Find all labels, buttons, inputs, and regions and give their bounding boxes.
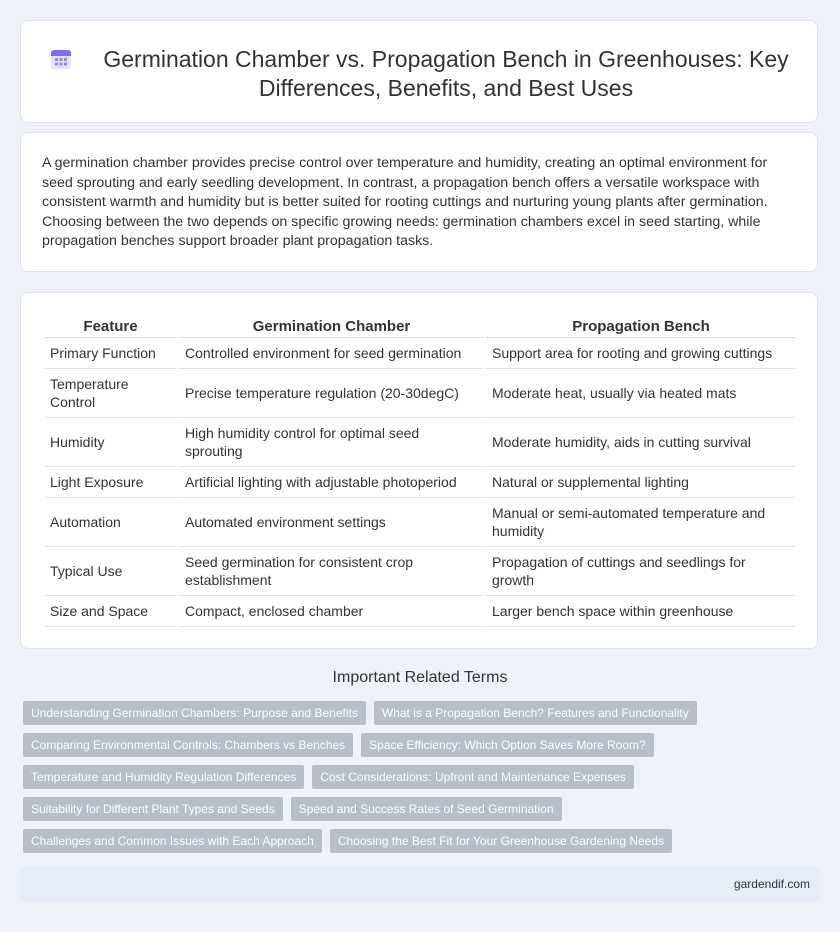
footer [20, 867, 820, 902]
table-cell-propagation-bench: Moderate humidity, aids in cutting survival [486, 418, 796, 467]
title-card [20, 20, 818, 123]
table-row [44, 369, 796, 418]
footer-site-link[interactable]: gardendif.com [733, 877, 810, 891]
related-terms-list [23, 701, 803, 861]
tag-row [23, 797, 803, 821]
comparison-card [20, 292, 818, 649]
related-term-tag[interactable]: Comparing Environmental Controls: Chambers vs Benches [23, 733, 353, 757]
table-cell-germination-chamber: High humidity control for optimal seed sprouting [179, 418, 484, 467]
table-cell-propagation-bench: Moderate heat, usually via heated mats [486, 369, 796, 418]
related-term-tag[interactable]: Temperature and Humidity Regulation Differences [23, 765, 304, 789]
related-term-tag[interactable]: Speed and Success Rates of Seed Germination [291, 797, 562, 821]
table-cell-feature: Automation [44, 498, 177, 547]
table-header-row [44, 315, 796, 338]
intro-paragraph: A germination chamber provides precise control over temperature and humidity, creating an optimal environment for seed sprouting and early seedling development. In contrast, a propagation bench offers a versatile workspace with consistent warmth and humidity but is better suited for rooting cuttings and nurturing young plants after germination. Choosing between the two depends on specific growing needs: germination chambers excel in seed starting, while propagation benches support broader plant propagation tasks. [42, 155, 768, 250]
tag-row [23, 701, 803, 725]
table-cell-feature: Temperature Control [44, 369, 177, 418]
table-header-propagation-bench: Propagation Bench [486, 315, 796, 338]
related-term-tag[interactable]: Understanding Germination Chambers: Purpose and Benefits [23, 701, 366, 725]
table-cell-germination-chamber: Controlled environment for seed germination [179, 338, 484, 369]
table-cell-germination-chamber: Precise temperature regulation (20-30degC) [179, 369, 484, 418]
page-title: Germination Chamber vs. Propagation Bench in Greenhouses: Key Differences, Benefits, and Best Uses [103, 46, 789, 101]
table-row [44, 596, 796, 627]
table-row [44, 467, 796, 498]
table-header-germination-chamber: Germination Chamber [179, 315, 484, 338]
table-cell-feature: Light Exposure [44, 467, 177, 498]
table-row [44, 498, 796, 547]
related-term-tag[interactable]: What is a Propagation Bench? Features and Functionality [374, 701, 697, 725]
related-terms-heading: Important Related Terms [332, 669, 508, 686]
table-cell-propagation-bench: Natural or supplemental lighting [486, 467, 796, 498]
tag-row [23, 733, 803, 757]
table-cell-propagation-bench: Manual or semi-automated temperature and humidity [486, 498, 796, 547]
table-row [44, 338, 796, 369]
table-cell-germination-chamber: Compact, enclosed chamber [179, 596, 484, 627]
table-cell-feature: Typical Use [44, 547, 177, 596]
comparison-table [42, 315, 798, 627]
related-term-tag[interactable]: Cost Considerations: Upfront and Maintenance Expenses [312, 765, 634, 789]
table-cell-feature: Humidity [44, 418, 177, 467]
table-cell-feature: Primary Function [44, 338, 177, 369]
table-row [44, 547, 796, 596]
related-term-tag[interactable]: Choosing the Best Fit for Your Greenhouse Gardening Needs [330, 829, 672, 853]
related-term-tag[interactable]: Suitability for Different Plant Types and Seeds [23, 797, 283, 821]
tag-row [23, 765, 803, 789]
table-header-feature: Feature [44, 315, 177, 338]
table-cell-germination-chamber: Automated environment settings [179, 498, 484, 547]
tag-row [23, 829, 803, 853]
table-cell-feature: Size and Space [44, 596, 177, 627]
related-term-tag[interactable]: Challenges and Common Issues with Each Approach [23, 829, 322, 853]
table-cell-propagation-bench: Propagation of cuttings and seedlings for growth [486, 547, 796, 596]
table-row [44, 418, 796, 467]
related-term-tag[interactable]: Space Efficiency: Which Option Saves More Room? [361, 733, 654, 757]
table-cell-propagation-bench: Larger bench space within greenhouse [486, 596, 796, 627]
table-cell-germination-chamber: Artificial lighting with adjustable photoperiod [179, 467, 484, 498]
table-cell-germination-chamber: Seed germination for consistent crop establishment [179, 547, 484, 596]
table-cell-propagation-bench: Support area for rooting and growing cuttings [486, 338, 796, 369]
calendar-icon [49, 47, 73, 71]
intro-card [20, 132, 818, 272]
